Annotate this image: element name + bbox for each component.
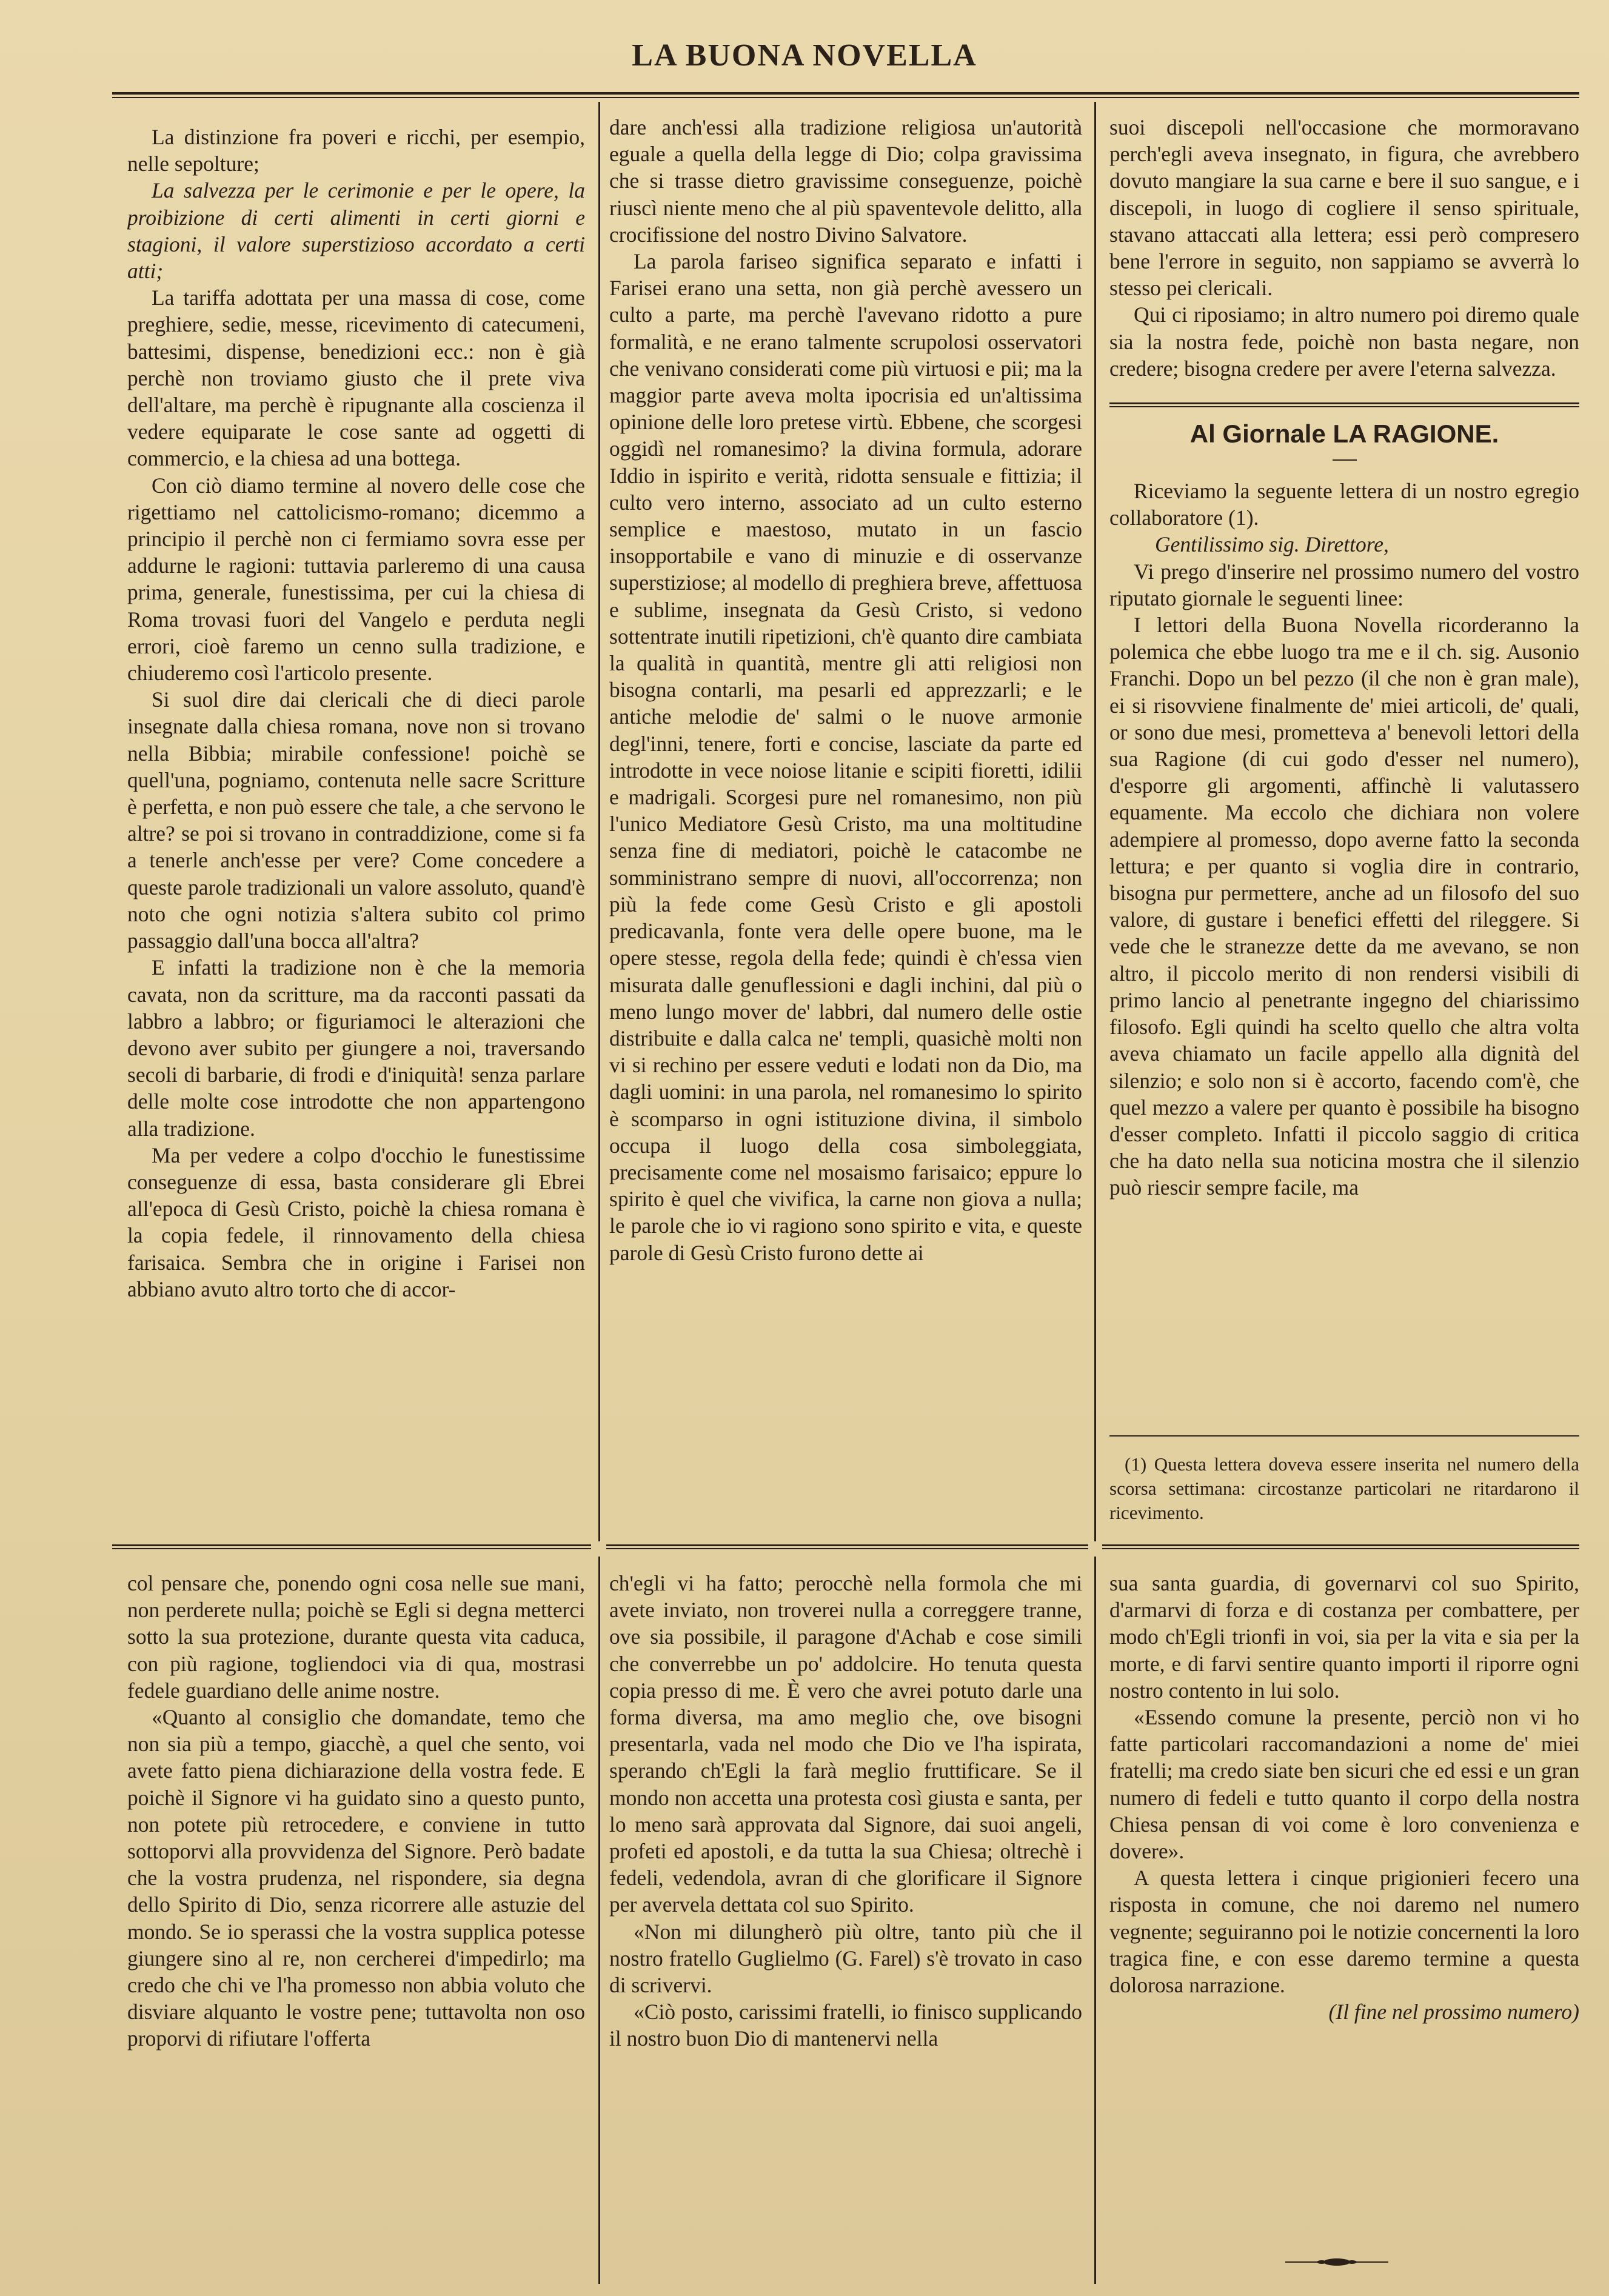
section-separator [1102,1544,1579,1549]
title-dash [1333,459,1357,461]
top-column-1 [127,124,585,1551]
column-divider [598,1557,600,2284]
column-divider [598,102,600,1541]
paragraph: Ma per vedere a colpo d'occhio le funestissime conseguenze di essa, basta considerare gli Ebrei all'epoca di Gesù Cristo, poichè la chiesa romana è la copia fedele, il rinnovamento della chiesa farisaica. Sembra che in origine i Farisei non abbiano avuto altro torto che di accor- [127,1143,585,1301]
section-separator [112,1544,591,1549]
masthead: LA BUONA NOVELLA [632,38,977,73]
paragraph: suoi discepoli nell'occasione che mormoravano perch'egli aveva insegnato, in figura, che avrebbero dovuto mangiare la sua carne e bere il suo sangue, e i discepoli, in luogo di cogliere il senso spirituale, stavano attaccati alla lettera; essi però compresero bene l'errore in seguito, non sappiamo se avverrà lo stesso pei clericali. [1109,115,1579,301]
paragraph: La distinzione fra poveri e ricchi, per esempio, nelle sepolture; [127,125,585,176]
column-divider [1094,102,1096,1541]
paragraph: La salvezza per le cerimonie e per le opere, la proibizione di certi alimenti in certi giorni e stagioni, il valore superstizioso accordato a certi atti; [127,178,585,284]
bottom-column-1 [127,1570,585,2291]
paragraph: sua santa guardia, di governarvi col suo Spirito, d'armarvi di forza e di costanza per combattere, per modo ch'Egli trionfi in voi, sia per la vita e sia per la morte, e di farvi sentire quanto importi il riporre ogni nostro contento in lui solo. [1109,1571,1579,1703]
section-title: Al Giornale LA RAGIONE. [1189,419,1499,449]
footnote [1109,1452,1579,1531]
signoff: (Il fine nel prossimo numero) [1328,2000,1579,2024]
paragraph: E infatti la tradizione non è che la memoria cavata, non da scritture, ma da racconti passati da labbro a labbro; or figuriamoci le alterazioni che devono aver subito per giungere a noi, traversando secoli di barbarie, di frodi e d'iniquità! senza parlare delle molte cose introdotte che non appartengono alla tradizione. [127,955,585,1141]
paragraph: Qui ci riposiamo; in altro numero poi diremo quale sia la nostra fede, poichè non basta negare, non credere; bisogna credere per avere l'eterna salvezza. [1109,302,1579,381]
paragraph: La parola fariseo significa separato e infatti i Farisei erano una setta, non già perchè avessero un culto a parte, ma perchè l'avevano ridotto a pure formalità, e ne erano talmente scrupolosi osservatori che venivano considerati come più virtuosi e pii; ma la maggior parte aveva molta ipocrisia ed un'altissima opinione delle loro pretese virtù. Ebbene, che scorgesi oggidì nel romanesimo? la divina formula, adorare Iddio in ispirito e verità, ridotta sensuale e fittizia; il culto vero interno, associato ad un culto esterno semplice e maestoso, mutato in un fascio insopportabile e vano di minuzie e di osservanze superstiziose; al modello di preghiera breve, affettuosa e sublime, insegnata da Gesù Cristo, si vedono sottentrate inutili ripetizioni, ch'è quanto dire cambiata la qualità in quantità, mentre gli atti religiosi non bisogna contarli, ma pesarli ed apprezzarli; e le antiche melodie de' salmi o le nuove armonie degl'inni, tenere, forti e concise, lasciate da parte ed introdotte in vece noiose litanie e scipiti fioretti, idilii e madrigali. Scorgesi pure nel romanesimo, non più l'unico Mediatore Gesù Cristo, ma una moltitudine senza fine di mediatori, poichè le catacombe ne somministrano sempre di nuovi, all'occorrenza; non più la fede come Gesù Cristo e gli apostoli predicavanla, fonte vera delle opere buone, ma le opere stesse, regola della fede; quindi è ch'essa vien misurata dalle genuflessioni e dagli inchini, dal più o meno lungo mover de' labbri, dal numero delle ostie distribuite e dalla calca ne' templi, quasichè molti non vi si rechino per essere veduti e lodati non da Dio, ma dagli uomini: in una parola, nel romanesimo lo spirito è scomparso in ogni istituzione divina, il simbolo occupa il luogo della cosa simboleggiata, precisamente come nel mosaismo farisaico; eppure lo spirito è quel che vivifica, la carne non giova a nulla; le parole che io vi ragiono sono spirito e vita, e queste parole di Gesù Cristo furono dette ai [609,249,1082,1265]
paragraph: ch'egli vi ha fatto; perocchè nella formola che mi avete inviato, non troverei nulla a correggere tranne, ove sia possibile, il paragone d'Achab e cose simili che converrebbe un po' addolcire. Ho tenuta questa copia presso di me. È vero che avrei potuto darle una forma diversa, ma amo meglio che, ove bisogni presentarla, vada nel modo che Dio ve l'ha ispirata, sperando ch'Egli la farà meglio fruttificare. Se il mondo non accetta una protesta così giusta e santa, per lo meno sarà approvata dal Signore, dai suoi angeli, profeti ed apostoli, e da tutta la sua Chiesa; oltrechè i fedeli, vedendola, avran di che glorificare il Signore per avervela dettata col suo Spirito. [609,1571,1082,1917]
paragraph: col pensare che, ponendo ogni cosa nelle sue mani, non perderete nulla; poichè se Egli si degna metterci sotto la sua protezione, durante questa vita caduca, con più ragione, togliendoci via di qua, mostrasi fedele guardiano delle anime nostre. [127,1571,585,1703]
paragraph: Si suol dire dai clericali che di dieci parole insegnate dalla chiesa romana, nove non si trovano nella Bibbia; mirabile confessione! poichè se quell'una, pogniamo, contenuta nelle sacre Scritture è perfetta, e non può essere che tale, a che servono le altre? se poi si trovano in contraddizione, come si fa a tenerle anch'esse per vere? Come concedere a queste parole tradizionali un valore assoluto, quand'è noto che ogni notizia s'altera subito col primo passaggio dall'una bocca all'altra? [127,687,585,953]
bottom-column-3 [1109,1570,1579,2249]
footnote-text: (1) Questa lettera doveva essere inserita nel numero della scorsa settimana: circostanze particolari ne ritardarono il ricevimento. [1109,1453,1579,1523]
column-divider [1094,1557,1096,2284]
masthead-rule [112,92,1579,98]
paragraph: «Essendo comune la presente, perciò non vi ho fatte particolari raccomandazioni a nome de' miei fratelli; ma credo siate ben sicuri che ed essi e un gran numero di fedeli e tutto quanto il corpo della nostra Chiesa pensan di voi come è loro convenienza e dovere». [1109,1705,1579,1864]
section-separator [606,1544,1088,1549]
end-ornament [1285,2256,1388,2268]
paragraph: Con ciò diamo termine al novero delle cose che rigettiamo nel cattolicismo-romano; dicemmo a principio il perchè non ci fermiamo sovra esse per addurne le ragioni: tuttavia parleremo di una causa prima, generale, funestissima, per cui la chiesa di Roma trovasi fuori del Vangelo e perduta negli errori, cioè faremo un cenno sulla tradizione, e chiuderemo così l'articolo presente. [127,473,585,686]
paragraph: «Quanto al consiglio che domandate, temo che non sia più a tempo, giacchè, a quel che sento, voi avete fatto piena dichiarazione della vostra fede. E poichè il Signore vi ha guidato sino a questo punto, non potete più retrocedere, e conviene in tutto sottoporvi alla provvidenza del Signore. Però badate che la vostra prudenza, nel rispondere, sia degna dello Spirito di Dio, senza ricorrere alle astuzie del mondo. Se io sperassi che la vostra supplica potesse giungere sino al re, non cercherei d'impedirlo; ma credo che chi ve l'ha promesso non abbia voluto che disviare alquanto le vostre pene; tuttavolta non oso proporvi di rifiutare l'offerta [127,1705,585,2051]
paragraph: Gentilissimo sig. Direttore, [1155,532,1389,557]
footnote-rule [1109,1435,1579,1437]
paragraph: I lettori della Buona Novella ricorderanno la polemica che ebbe luogo tra me e il ch. sig. Ausonio Franchi. Dopo un bel pezzo (il che non è gran male), ei si risovviene finalmente de' miei articoli, de' quali, or sono due mesi, prometteva a' benevoli lettori della sua Ragione (di cui godo d'esser nel numero), d'esporre gli argomenti, affinchè li valutassero equamente. Ma eccolo che dichiara non volere adempiere al promesso, dopo averne fatto la seconda lettura; e per quanto si voglia dire in contrario, bisogna pur permettere, anche ad un filosofo del suo valore, di gustare i benefici effetti del rileggere. Si vede che le stranezze dette da me avevano, se non altro, il piccolo merito di non rendersi visibili di primo lancio al penetrante ingegno del chiarissimo filosofo. Egli quindi ha scelto quello che altra volta aveva chiamato un facile appello alla dignità del silenzio; e solo non si è accorto, facendo com'è, che quel mezzo a valere per quanto è possibile ha bisogno d'esser completo. Infatti il piccolo saggio di critica che ha dato nella sua noticina mostra che il silenzio può riescir sempre facile, ma [1109,613,1579,1200]
paragraph: «Non mi dilungherò più oltre, tanto più che il nostro fratello Guglielmo (G. Farel) s'è trovato in caso di scrivervi. [609,1919,1082,1998]
paragraph: La tariffa adottata per una massa di cose, come preghiere, sedie, messe, ricevimento di catecumeni, battesimi, dispense, benedizioni ecc.: non è già perchè non troviamo giusto che il prete viva dell'altare, ma perchè è ripugnante alla coscienza il vedere equiparate le cose sante ad oggetti di commercio, e la chiesa ad una bottega. [127,285,585,471]
top-column-3 [1109,114,1579,1487]
top-column-2 [609,114,1082,1541]
paragraph: Vi prego d'inserire nel prossimo numero del vostro riputato giornale le seguenti linee: [1109,559,1579,610]
paragraph: dare anch'essi alla tradizione religiosa un'autorità eguale a quella della legge di Dio; colpa gravissima che si trasse dietro gravissime conseguenze, poichè riuscì niente meno che al più spaventevole delitto, alla crocifissione del nostro Divino Salvatore. [609,115,1082,247]
paragraph: A questa lettera i cinque prigionieri fecero una risposta in comune, che noi daremo nel numero vegnente; seguiranno poi le notizie concernenti la loro tragica fine, e con esse daremo termine a questa dolorosa narrazione. [1109,1866,1579,1998]
bottom-column-2 [609,1570,1082,2291]
paragraph: Riceviamo la seguente lettera di un nostro egregio collaboratore (1). [1109,479,1579,530]
section-rule [1109,402,1579,407]
paragraph: «Ciò posto, carissimi fratelli, io finisco supplicando il nostro buon Dio di mantenervi nella [609,2000,1082,2051]
